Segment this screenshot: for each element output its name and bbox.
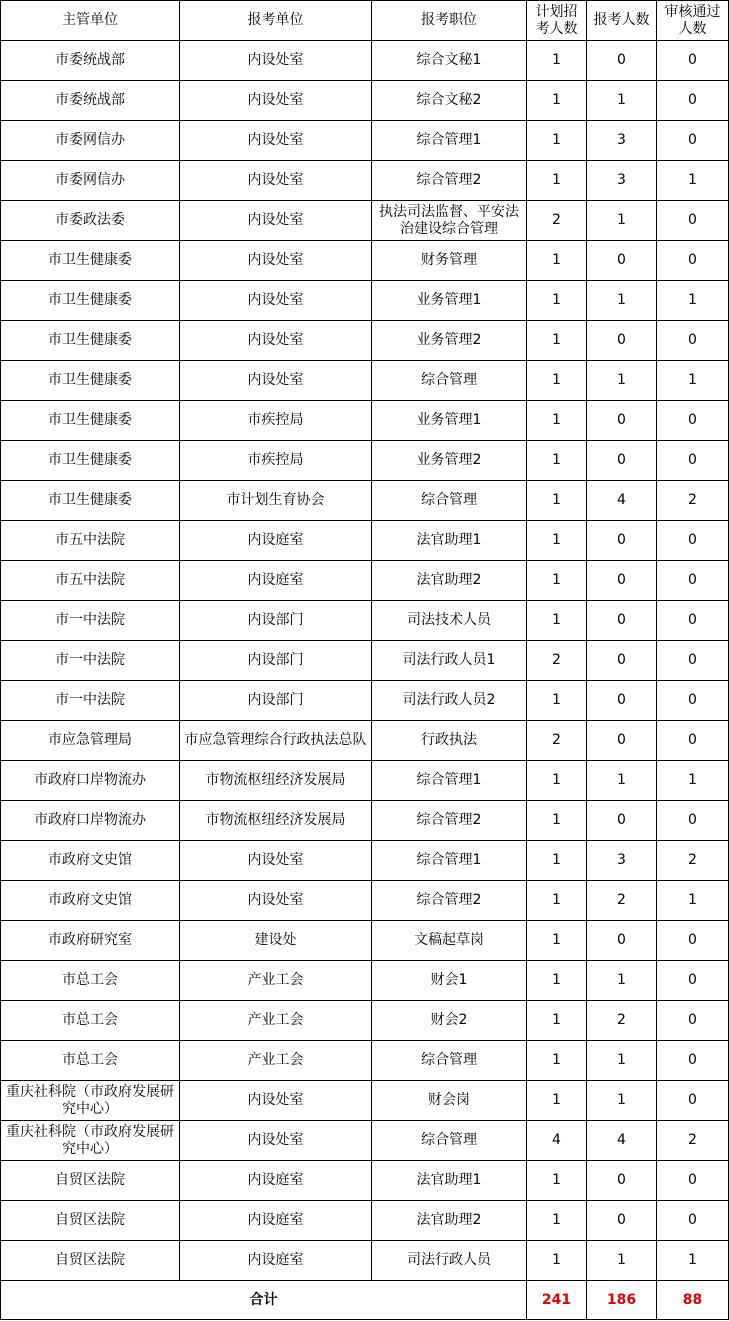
- cell-unit: 内设处室: [180, 361, 372, 401]
- cell-department: 市应急管理局: [1, 721, 180, 761]
- cell-unit: 内设处室: [180, 201, 372, 241]
- cell-unit: 内设庭室: [180, 1201, 372, 1241]
- cell-department: 市卫生健康委: [1, 441, 180, 481]
- cell-position: 业务管理2: [372, 441, 527, 481]
- cell-position: 业务管理2: [372, 321, 527, 361]
- cell-planned: 2: [527, 201, 587, 241]
- cell-department: 市五中法院: [1, 561, 180, 601]
- cell-position: 综合管理: [372, 361, 527, 401]
- total-label: 合计: [1, 1281, 527, 1320]
- cell-approved: 0: [657, 681, 729, 721]
- cell-department: 市卫生健康委: [1, 281, 180, 321]
- cell-position: 司法行政人员2: [372, 681, 527, 721]
- cell-applicants: 1: [587, 1041, 657, 1081]
- cell-planned: 1: [527, 481, 587, 521]
- table-row: [1, 1201, 729, 1241]
- cell-department: 市政府文史馆: [1, 841, 180, 881]
- cell-planned: 4: [527, 1121, 587, 1161]
- cell-department: 市卫生健康委: [1, 481, 180, 521]
- cell-applicants: 1: [587, 281, 657, 321]
- cell-planned: 1: [527, 801, 587, 841]
- cell-planned: 1: [527, 1001, 587, 1041]
- table-row: [1, 601, 729, 641]
- table-body: [1, 41, 729, 1281]
- cell-unit: 内设部门: [180, 601, 372, 641]
- cell-applicants: 1: [587, 1081, 657, 1121]
- cell-unit: 内设处室: [180, 161, 372, 201]
- cell-applicants: 0: [587, 1161, 657, 1201]
- cell-planned: 1: [527, 761, 587, 801]
- cell-applicants: 1: [587, 81, 657, 121]
- cell-applicants: 4: [587, 481, 657, 521]
- cell-planned: 1: [527, 921, 587, 961]
- total-planned: 241: [527, 1281, 587, 1320]
- cell-department: 市总工会: [1, 1001, 180, 1041]
- cell-planned: 1: [527, 401, 587, 441]
- cell-planned: 1: [527, 41, 587, 81]
- total-row: [1, 1281, 729, 1320]
- cell-applicants: 3: [587, 121, 657, 161]
- cell-applicants: 2: [587, 881, 657, 921]
- table-header: [1, 1, 729, 41]
- cell-planned: 1: [527, 561, 587, 601]
- cell-approved: 0: [657, 81, 729, 121]
- cell-department: 市政府口岸物流办: [1, 801, 180, 841]
- table-row: [1, 921, 729, 961]
- cell-position: 综合管理: [372, 1041, 527, 1081]
- cell-unit: 产业工会: [180, 1001, 372, 1041]
- cell-approved: 0: [657, 961, 729, 1001]
- cell-position: 综合管理: [372, 481, 527, 521]
- table-row: [1, 961, 729, 1001]
- cell-unit: 内设处室: [180, 881, 372, 921]
- cell-unit: 内设处室: [180, 841, 372, 881]
- table-row: [1, 281, 729, 321]
- header-row: [1, 1, 729, 41]
- cell-position: 司法行政人员1: [372, 641, 527, 681]
- cell-department: 市委网信办: [1, 121, 180, 161]
- cell-position: 综合管理1: [372, 761, 527, 801]
- cell-position: 司法技术人员: [372, 601, 527, 641]
- cell-position: 法官助理2: [372, 561, 527, 601]
- cell-position: 综合文秘1: [372, 41, 527, 81]
- cell-applicants: 1: [587, 961, 657, 1001]
- cell-approved: 1: [657, 761, 729, 801]
- table-row: [1, 481, 729, 521]
- cell-position: 综合管理1: [372, 121, 527, 161]
- cell-approved: 0: [657, 201, 729, 241]
- cell-unit: 内设处室: [180, 1121, 372, 1161]
- cell-approved: 0: [657, 641, 729, 681]
- cell-approved: 0: [657, 1001, 729, 1041]
- cell-approved: 0: [657, 1201, 729, 1241]
- table-row: [1, 521, 729, 561]
- cell-planned: 1: [527, 1241, 587, 1281]
- cell-applicants: 0: [587, 41, 657, 81]
- cell-approved: 2: [657, 841, 729, 881]
- cell-unit: 市物流枢纽经济发展局: [180, 801, 372, 841]
- cell-approved: 0: [657, 801, 729, 841]
- cell-department: 市总工会: [1, 961, 180, 1001]
- table-row: [1, 1001, 729, 1041]
- cell-planned: 1: [527, 961, 587, 1001]
- header-applicants: 报考人数: [587, 1, 657, 41]
- header-approved: 审核通过人数: [657, 1, 729, 41]
- cell-department: 市总工会: [1, 1041, 180, 1081]
- table-row: [1, 641, 729, 681]
- cell-position: 业务管理1: [372, 281, 527, 321]
- cell-approved: 1: [657, 881, 729, 921]
- cell-position: 法官助理2: [372, 1201, 527, 1241]
- cell-applicants: 3: [587, 841, 657, 881]
- cell-approved: 1: [657, 161, 729, 201]
- cell-department: 重庆社科院（市政府发展研究中心）: [1, 1121, 180, 1161]
- cell-applicants: 0: [587, 721, 657, 761]
- cell-applicants: 0: [587, 521, 657, 561]
- cell-department: 市卫生健康委: [1, 361, 180, 401]
- cell-approved: 1: [657, 361, 729, 401]
- cell-approved: 2: [657, 481, 729, 521]
- cell-department: 市政府研究室: [1, 921, 180, 961]
- table-footer: [1, 1281, 729, 1320]
- cell-approved: 0: [657, 1041, 729, 1081]
- cell-approved: 0: [657, 401, 729, 441]
- cell-planned: 2: [527, 641, 587, 681]
- cell-position: 执法司法监督、平安法治建设综合管理: [372, 201, 527, 241]
- cell-planned: 1: [527, 521, 587, 561]
- table-row: [1, 841, 729, 881]
- cell-applicants: 1: [587, 361, 657, 401]
- cell-unit: 产业工会: [180, 1041, 372, 1081]
- cell-applicants: 0: [587, 401, 657, 441]
- cell-department: 市委统战部: [1, 41, 180, 81]
- cell-applicants: 1: [587, 1241, 657, 1281]
- cell-unit: 内设庭室: [180, 1161, 372, 1201]
- cell-planned: 1: [527, 681, 587, 721]
- cell-approved: 1: [657, 1241, 729, 1281]
- cell-applicants: 1: [587, 201, 657, 241]
- cell-approved: 0: [657, 921, 729, 961]
- cell-position: 财会2: [372, 1001, 527, 1041]
- cell-position: 财务管理: [372, 241, 527, 281]
- cell-planned: 1: [527, 841, 587, 881]
- cell-applicants: 0: [587, 801, 657, 841]
- cell-applicants: 0: [587, 641, 657, 681]
- cell-planned: 1: [527, 1161, 587, 1201]
- cell-position: 财会岗: [372, 1081, 527, 1121]
- table-row: [1, 81, 729, 121]
- cell-applicants: 0: [587, 561, 657, 601]
- cell-unit: 市应急管理综合行政执法总队: [180, 721, 372, 761]
- cell-position: 法官助理1: [372, 1161, 527, 1201]
- cell-unit: 内设部门: [180, 641, 372, 681]
- cell-unit: 内设庭室: [180, 561, 372, 601]
- table-row: [1, 361, 729, 401]
- cell-approved: 0: [657, 441, 729, 481]
- cell-planned: 1: [527, 161, 587, 201]
- cell-unit: 市物流枢纽经济发展局: [180, 761, 372, 801]
- table-row: [1, 1241, 729, 1281]
- cell-unit: 内设部门: [180, 681, 372, 721]
- cell-planned: 1: [527, 1081, 587, 1121]
- cell-department: 市委网信办: [1, 161, 180, 201]
- cell-planned: 1: [527, 121, 587, 161]
- cell-department: 市委统战部: [1, 81, 180, 121]
- cell-department: 市卫生健康委: [1, 401, 180, 441]
- table-row: [1, 1041, 729, 1081]
- cell-applicants: 0: [587, 921, 657, 961]
- table-row: [1, 401, 729, 441]
- cell-applicants: 4: [587, 1121, 657, 1161]
- header-department: 主管单位: [1, 1, 180, 41]
- cell-planned: 1: [527, 881, 587, 921]
- cell-applicants: 0: [587, 241, 657, 281]
- cell-approved: 2: [657, 1121, 729, 1161]
- table-row: [1, 441, 729, 481]
- table-row: [1, 801, 729, 841]
- cell-planned: 1: [527, 81, 587, 121]
- table-row: [1, 241, 729, 281]
- cell-position: 行政执法: [372, 721, 527, 761]
- cell-approved: 0: [657, 41, 729, 81]
- cell-planned: 1: [527, 281, 587, 321]
- table-row: [1, 681, 729, 721]
- cell-unit: 市疾控局: [180, 401, 372, 441]
- table-row: [1, 161, 729, 201]
- table-row: [1, 201, 729, 241]
- table-row: [1, 41, 729, 81]
- cell-planned: 1: [527, 601, 587, 641]
- cell-department: 市委政法委: [1, 201, 180, 241]
- cell-position: 综合管理2: [372, 881, 527, 921]
- cell-planned: 1: [527, 361, 587, 401]
- table-row: [1, 1081, 729, 1121]
- cell-approved: 1: [657, 281, 729, 321]
- cell-approved: 0: [657, 561, 729, 601]
- cell-applicants: 0: [587, 441, 657, 481]
- cell-unit: 内设庭室: [180, 521, 372, 561]
- cell-unit: 内设处室: [180, 1081, 372, 1121]
- cell-department: 市卫生健康委: [1, 241, 180, 281]
- cell-approved: 0: [657, 521, 729, 561]
- cell-department: 市政府文史馆: [1, 881, 180, 921]
- table-row: [1, 881, 729, 921]
- cell-position: 司法行政人员: [372, 1241, 527, 1281]
- cell-approved: 0: [657, 321, 729, 361]
- table-row: [1, 721, 729, 761]
- header-unit: 报考单位: [180, 1, 372, 41]
- cell-applicants: 3: [587, 161, 657, 201]
- cell-planned: 1: [527, 1041, 587, 1081]
- cell-department: 市一中法院: [1, 641, 180, 681]
- table-row: [1, 321, 729, 361]
- cell-department: 市一中法院: [1, 681, 180, 721]
- cell-position: 综合管理1: [372, 841, 527, 881]
- table-row: [1, 1121, 729, 1161]
- cell-department: 市五中法院: [1, 521, 180, 561]
- cell-applicants: 0: [587, 601, 657, 641]
- cell-applicants: 0: [587, 1201, 657, 1241]
- cell-planned: 1: [527, 241, 587, 281]
- cell-approved: 0: [657, 1081, 729, 1121]
- total-applicants: 186: [587, 1281, 657, 1320]
- cell-applicants: 2: [587, 1001, 657, 1041]
- cell-department: 市卫生健康委: [1, 321, 180, 361]
- cell-applicants: 0: [587, 681, 657, 721]
- cell-department: 自贸区法院: [1, 1201, 180, 1241]
- cell-approved: 0: [657, 721, 729, 761]
- cell-approved: 0: [657, 601, 729, 641]
- cell-unit: 内设处室: [180, 281, 372, 321]
- cell-position: 综合管理2: [372, 801, 527, 841]
- table-row: [1, 121, 729, 161]
- cell-unit: 市计划生育协会: [180, 481, 372, 521]
- table-row: [1, 1161, 729, 1201]
- cell-unit: 市疾控局: [180, 441, 372, 481]
- cell-unit: 建设处: [180, 921, 372, 961]
- cell-approved: 0: [657, 1161, 729, 1201]
- cell-unit: 内设庭室: [180, 1241, 372, 1281]
- cell-applicants: 1: [587, 761, 657, 801]
- cell-department: 自贸区法院: [1, 1241, 180, 1281]
- cell-unit: 内设处室: [180, 321, 372, 361]
- cell-approved: 0: [657, 241, 729, 281]
- total-approved: 88: [657, 1281, 729, 1320]
- cell-position: 法官助理1: [372, 521, 527, 561]
- cell-position: 综合管理: [372, 1121, 527, 1161]
- cell-planned: 2: [527, 721, 587, 761]
- cell-department: 市一中法院: [1, 601, 180, 641]
- cell-unit: 内设处室: [180, 241, 372, 281]
- header-position: 报考职位: [372, 1, 527, 41]
- cell-unit: 内设处室: [180, 41, 372, 81]
- cell-position: 综合管理2: [372, 161, 527, 201]
- cell-approved: 0: [657, 121, 729, 161]
- cell-unit: 内设处室: [180, 121, 372, 161]
- cell-position: 财会1: [372, 961, 527, 1001]
- cell-position: 业务管理1: [372, 401, 527, 441]
- header-planned: 计划招考人数: [527, 1, 587, 41]
- table-row: [1, 761, 729, 801]
- table-row: [1, 561, 729, 601]
- cell-position: 综合文秘2: [372, 81, 527, 121]
- cell-planned: 1: [527, 321, 587, 361]
- cell-planned: 1: [527, 441, 587, 481]
- cell-applicants: 0: [587, 321, 657, 361]
- cell-unit: 内设处室: [180, 81, 372, 121]
- cell-position: 文稿起草岗: [372, 921, 527, 961]
- cell-department: 自贸区法院: [1, 1161, 180, 1201]
- cell-unit: 产业工会: [180, 961, 372, 1001]
- cell-department: 市政府口岸物流办: [1, 761, 180, 801]
- cell-department: 重庆社科院（市政府发展研究中心）: [1, 1081, 180, 1121]
- cell-planned: 1: [527, 1201, 587, 1241]
